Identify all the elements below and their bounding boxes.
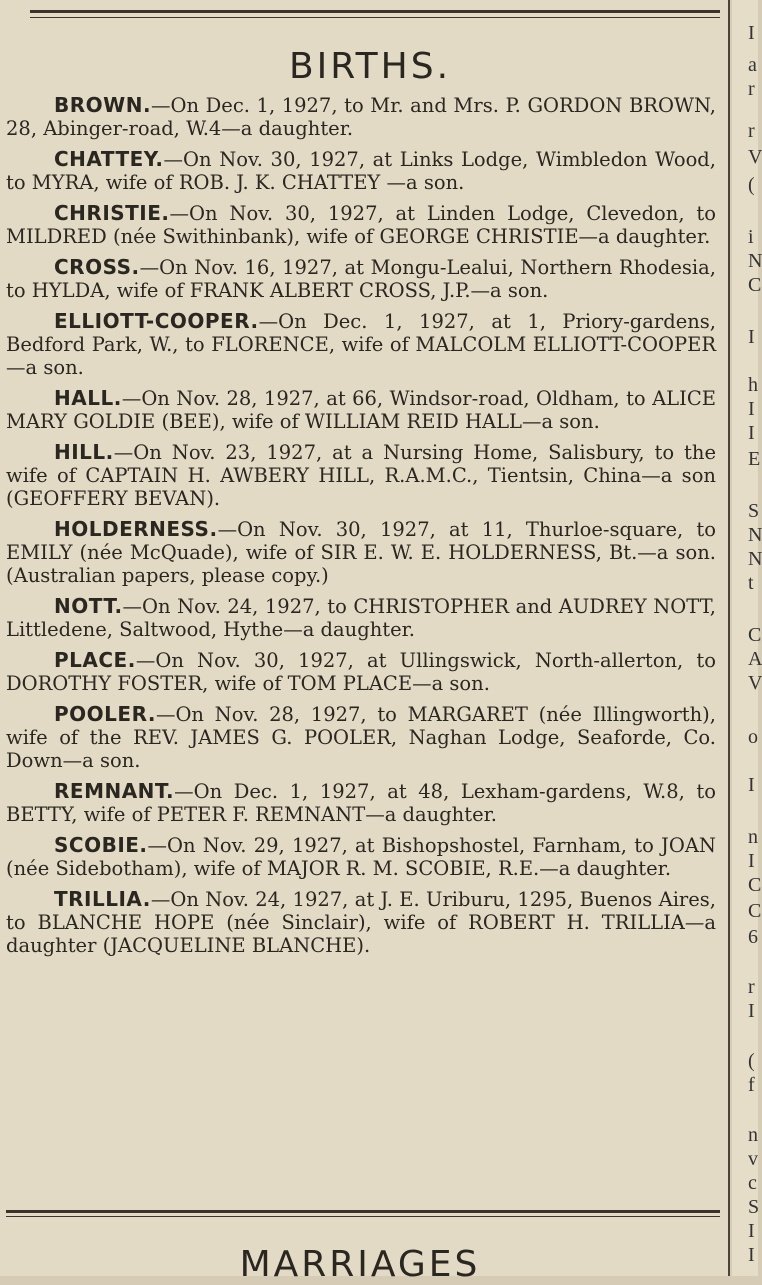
entry-surname: PLACE. bbox=[54, 648, 136, 672]
birth-entry bbox=[6, 310, 716, 379]
bottom-rule-thin bbox=[6, 1216, 720, 1217]
adjacent-column-letter: V bbox=[748, 672, 762, 694]
adjacent-column-letter: N bbox=[748, 250, 762, 272]
top-rule bbox=[30, 10, 720, 13]
entry-surname: BROWN. bbox=[54, 93, 152, 117]
next-section-heading: MARRIAGES bbox=[239, 1244, 481, 1285]
entry-text: —On Nov. 24, 1927, to CHRISTOPHER and AUDREY NOTT, Littledene, Saltwood, Hythe—a daughter. bbox=[6, 595, 716, 641]
adjacent-column-letter: I bbox=[748, 1220, 755, 1242]
entry-text: —On Nov. 30, 1927, at Ullingswick, North-allerton, to DOROTHY FOSTER, wife of TOM PLACE—a son. bbox=[6, 649, 716, 695]
entry-text: —On Nov. 16, 1927, at Mongu-Lealui, Northern Rhodesia, to HYLDA, wife of FRANK ALBERT CROSS, J.P.—a son. bbox=[6, 256, 716, 302]
entry-text: —On Nov. 24, 1927, at J. E. Uriburu, 1295, Buenos Aires, to BLANCHE HOPE (née Sinclair), wife of ROBERT H. TRILLIA—a daughter (JACQUELINE BLANCHE). bbox=[6, 888, 716, 957]
birth-entry bbox=[6, 202, 716, 248]
entry-surname: ELLIOTT-COOPER. bbox=[54, 309, 259, 333]
adjacent-column-letter: C bbox=[748, 624, 762, 646]
birth-announcements bbox=[6, 94, 716, 965]
adjacent-column-letter: I bbox=[748, 1244, 755, 1266]
adjacent-column-letter: n bbox=[748, 1124, 758, 1146]
entry-surname: HILL. bbox=[54, 440, 114, 464]
entry-text: —On Dec. 1, 1927, to Mr. and Mrs. P. GORDON BROWN, 28, Abinger-road, W.4—a daughter. bbox=[6, 94, 716, 140]
birth-entry bbox=[6, 518, 716, 587]
adjacent-column-letter: r bbox=[748, 120, 755, 142]
entry-text: —On Nov. 28, 1927, at 66, Windsor-road, Oldham, to ALICE MARY GOLDIE (BEE), wife of WILLIAM REID HALL—a son. bbox=[6, 387, 716, 433]
entry-text: —On Dec. 1, 1927, at 48, Lexham-gardens, W.8, to BETTY, wife of PETER F. REMNANT—a daughter. bbox=[6, 780, 716, 826]
adjacent-column-letter: r bbox=[748, 78, 755, 100]
adjacent-column-letter: C bbox=[748, 274, 762, 296]
adjacent-column-letter: S bbox=[748, 1196, 760, 1218]
adjacent-column-letter: h bbox=[748, 374, 758, 396]
entry-surname: CHATTEY. bbox=[54, 147, 164, 171]
entry-text: —On Nov. 28, 1927, to MARGARET (née Illingworth), wife of the REV. JAMES G. POOLER, Naghan Lodge, Seaforde, Co. Down—a son. bbox=[6, 703, 716, 772]
entry-surname: SCOBIE. bbox=[54, 833, 148, 857]
adjacent-column-letter: V bbox=[748, 146, 762, 168]
adjacent-column-letter: I bbox=[748, 774, 755, 796]
bottom-rule bbox=[6, 1210, 720, 1213]
adjacent-column-letter: n bbox=[748, 826, 758, 848]
entry-surname: POOLER. bbox=[54, 702, 156, 726]
adjacent-column-letter: I bbox=[748, 398, 755, 420]
entry-text: —On Nov. 29, 1927, at Bishopshostel, Farnham, to JOAN (née Sidebotham), wife of MAJOR R. M. SCOBIE, R.E.—a daughter. bbox=[6, 834, 716, 880]
adjacent-column-letter: I bbox=[748, 422, 755, 444]
birth-entry bbox=[6, 595, 716, 641]
adjacent-column-letter: v bbox=[748, 1148, 758, 1170]
adjacent-column-letter: I bbox=[748, 22, 755, 44]
adjacent-column-letter: ( bbox=[748, 1050, 755, 1072]
adjacent-column-letter: E bbox=[748, 448, 761, 470]
birth-entry bbox=[6, 256, 716, 302]
entry-text: —On Dec. 1, 1927, at 1, Priory-gardens, Bedford Park, W., to FLORENCE, wife of MALCOLM ELLIOTT-COOPER—a son. bbox=[6, 310, 716, 379]
birth-entry bbox=[6, 148, 716, 194]
adjacent-column bbox=[732, 0, 762, 1276]
entry-surname: TRILLIA. bbox=[54, 887, 151, 911]
adjacent-column-letter: 6 bbox=[748, 926, 758, 948]
adjacent-column-letter: C bbox=[748, 900, 762, 922]
birth-entry bbox=[6, 780, 716, 826]
top-rule-thin bbox=[30, 17, 720, 18]
adjacent-column-letter: o bbox=[748, 726, 758, 748]
birth-entry bbox=[6, 94, 716, 140]
adjacent-column-letter: I bbox=[748, 850, 755, 872]
entry-surname: HOLDERNESS. bbox=[54, 517, 218, 541]
adjacent-column-letter: N bbox=[748, 548, 762, 570]
birth-entry bbox=[6, 649, 716, 695]
adjacent-column-letter: a bbox=[748, 54, 757, 76]
adjacent-column-letter: c bbox=[748, 1172, 757, 1194]
adjacent-column-letter: N bbox=[748, 524, 762, 546]
entry-text: —On Nov. 30, 1927, at Links Lodge, Wimbledon Wood, to MYRA, wife of ROB. J. K. CHATTEY —a son. bbox=[6, 148, 716, 194]
entry-text: —On Nov. 30, 1927, at Linden Lodge, Clevedon, to MILDRED (née Swithinbank), wife of GEORGE CHRISTIE—a daughter. bbox=[6, 202, 716, 248]
birth-entry bbox=[6, 387, 716, 433]
birth-entry bbox=[6, 888, 716, 957]
adjacent-column-letter: i bbox=[748, 226, 754, 248]
birth-entry bbox=[6, 834, 716, 880]
column-rule bbox=[728, 0, 730, 1276]
adjacent-column-letter: f bbox=[748, 1074, 755, 1096]
entry-text: —On Nov. 23, 1927, at a Nursing Home, Salisbury, to the wife of CAPTAIN H. AWBERY HILL, R.A.M.C., Tientsin, China—a son (GEOFFERY BEVAN). bbox=[6, 441, 716, 510]
entry-surname: REMNANT. bbox=[54, 779, 175, 803]
entry-surname: NOTT. bbox=[54, 594, 123, 618]
entry-surname: HALL. bbox=[54, 386, 122, 410]
adjacent-column-letter: ( bbox=[748, 174, 755, 196]
adjacent-column-letter: I bbox=[748, 1000, 755, 1022]
birth-entry bbox=[6, 703, 716, 772]
adjacent-column-letter: t bbox=[748, 572, 754, 594]
entry-text: —On Nov. 30, 1927, at 11, Thurloe-square, to EMILY (née McQuade), wife of SIR E. W. E. HOLDERNESS, Bt.—a son. (Australian papers, please copy.) bbox=[6, 518, 716, 587]
birth-entry bbox=[6, 441, 716, 510]
adjacent-column-letter: S bbox=[748, 500, 760, 522]
section-heading: BIRTHS. bbox=[288, 46, 452, 87]
adjacent-column-letter: r bbox=[748, 976, 755, 998]
entry-surname: CHRISTIE. bbox=[54, 201, 170, 225]
entry-surname: CROSS. bbox=[54, 255, 140, 279]
adjacent-column-letter: I bbox=[748, 326, 755, 348]
adjacent-column-letter: C bbox=[748, 874, 762, 896]
adjacent-column-letter: A bbox=[748, 648, 762, 670]
